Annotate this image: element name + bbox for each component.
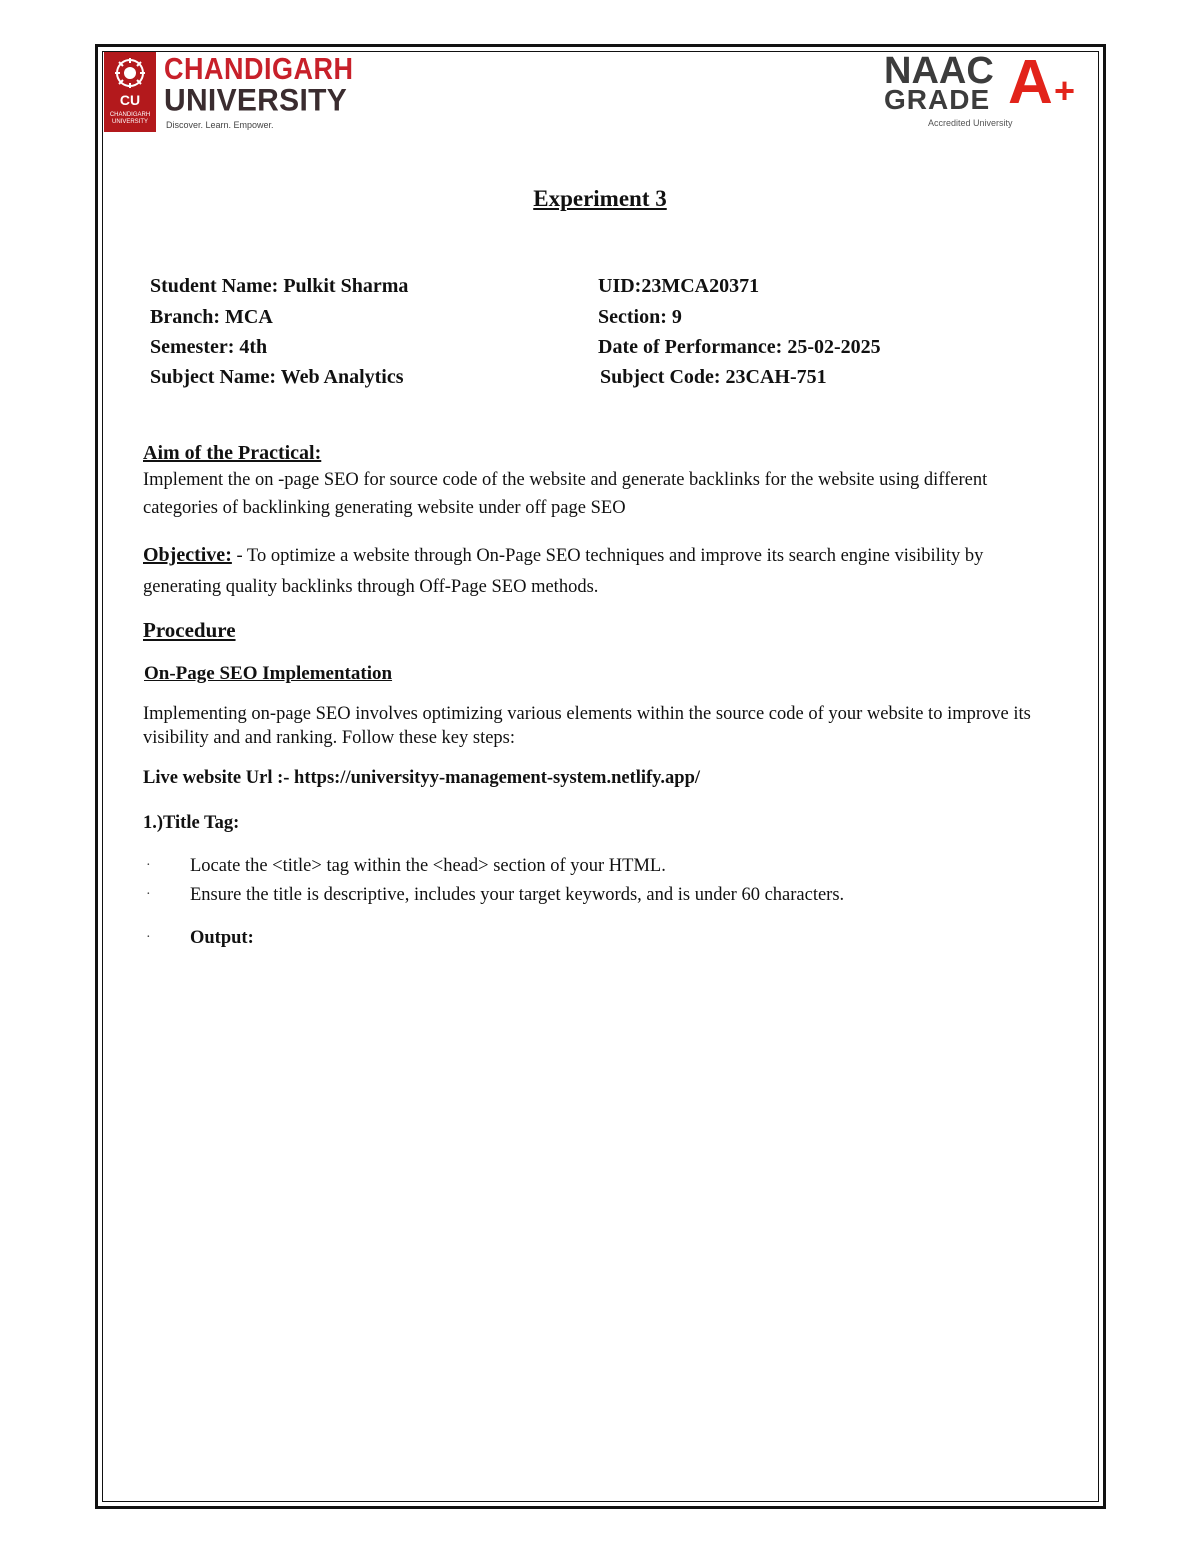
naac-grade-logo: [884, 48, 1096, 134]
experiment-title-text: Experiment 3: [533, 186, 667, 211]
procedure-heading: Procedure: [143, 618, 236, 642]
cu-name-line2: UNIVERSITY: [164, 83, 348, 118]
cu-block-label: CU: [119, 92, 141, 108]
student-name: Student Name: Pulkit Sharma: [150, 275, 409, 297]
naac-grade-letter: A: [1008, 48, 1053, 117]
branch: Branch: MCA: [150, 306, 273, 328]
objective-text: - To optimize a website through On-Page SEO techniques and improve its search engine visibility by generating quality backlinks through Off-Page SEO methods.: [143, 546, 984, 597]
bullet-marker: ·: [146, 930, 151, 945]
cu-tagline: Discover. Learn. Empower.: [166, 120, 274, 130]
live-website-url: Live website Url :- https://universityy-management-system.netlify.app/: [143, 768, 701, 788]
emblem-icon: [114, 57, 146, 89]
naac-line1: NAAC: [884, 50, 994, 92]
subject-name: Subject Name: Web Analytics: [150, 366, 404, 388]
semester: Semester: 4th: [150, 336, 268, 358]
bullet-marker: ·: [146, 858, 151, 873]
bullet-item-1: Locate the <title> tag within the <head> section of your HTML.: [190, 856, 666, 876]
experiment-title: [0, 186, 1200, 212]
section: Section: 9: [598, 306, 682, 328]
chandigarh-university-logo: [104, 52, 354, 134]
cu-block-small-text: CHANDIGARH UNIVERSITY: [109, 112, 151, 125]
output-label: Output:: [190, 928, 254, 948]
objective-paragraph: [143, 540, 1053, 603]
objective-heading: Objective:: [143, 544, 232, 566]
naac-line2: GRADE: [884, 84, 991, 115]
naac-grade-plus: +: [1054, 70, 1076, 111]
cu-emblem-block: [104, 52, 156, 132]
cu-name-line1: CHANDIGARH: [164, 52, 354, 86]
naac-tagline: Accredited University: [928, 118, 1013, 128]
subject-code: Subject Code: 23CAH-751: [600, 366, 827, 388]
aim-text: Implement the on -page SEO for source code of the website and generate backlinks for the website using different categories of backlinking generating website under off page SEO: [143, 470, 988, 518]
step1-title: 1.)Title Tag:: [143, 813, 240, 833]
on-page-seo-heading: On-Page SEO Implementation: [144, 663, 393, 684]
bullet-marker: ·: [146, 887, 151, 902]
aim-heading: Aim of the Practical:: [143, 442, 322, 464]
procedure-intro: Implementing on-page SEO involves optimizing various elements within the source code of your website to improve its visibility and and ranking. Follow these key steps:: [143, 704, 1031, 748]
student-uid: UID:23MCA20371: [598, 275, 760, 297]
bullet-item-2: Ensure the title is descriptive, includes your target keywords, and is under 60 characters.: [190, 885, 845, 905]
date-of-performance: Date of Performance: 25-02-2025: [598, 336, 881, 358]
